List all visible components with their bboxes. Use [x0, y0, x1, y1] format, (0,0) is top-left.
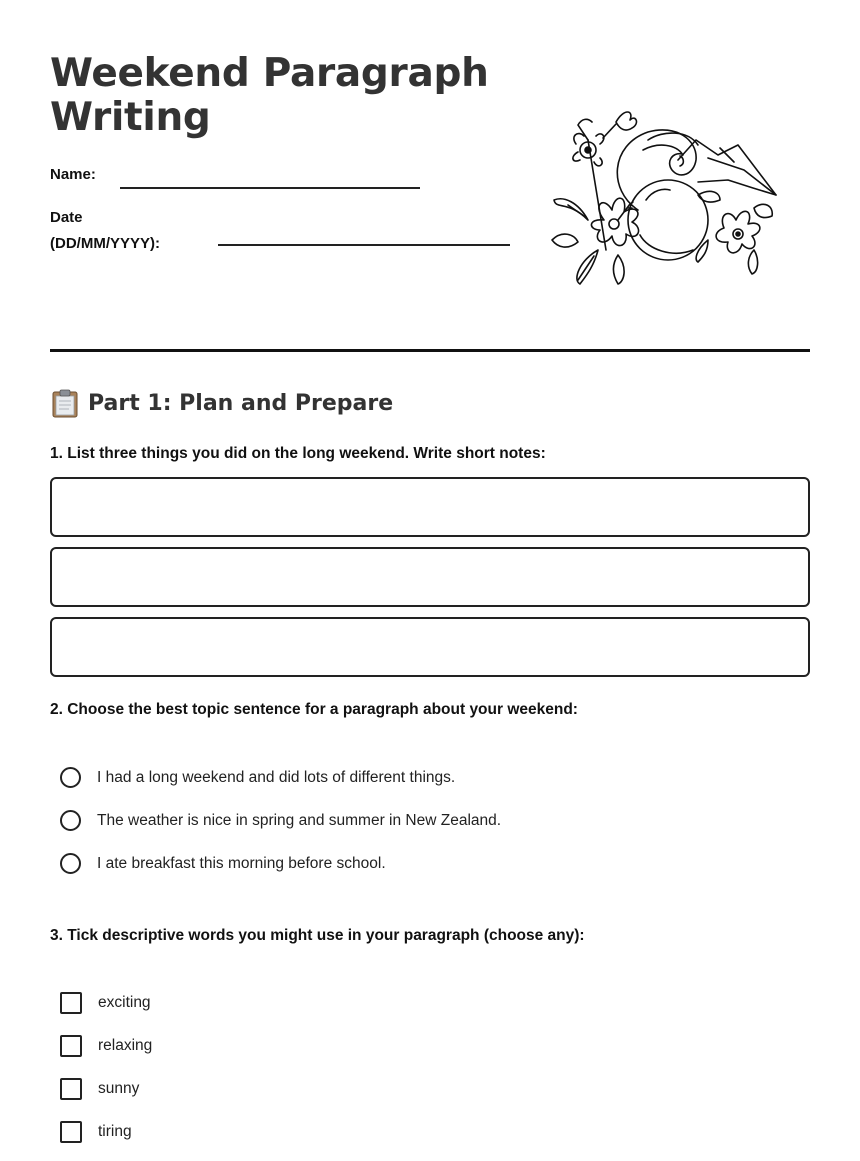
question-2-prompt: 2. Choose the best topic sentence for a paragraph about your weekend: [50, 701, 578, 718]
clipboard-icon [50, 388, 80, 418]
word-option-sunny[interactable] [60, 1078, 139, 1100]
word-option-relaxing[interactable] [60, 1035, 152, 1057]
name-label: Name: [50, 166, 96, 183]
checkbox[interactable] [60, 1035, 82, 1057]
checkbox[interactable] [60, 992, 82, 1014]
option-label: sunny [98, 1080, 140, 1097]
date-line[interactable] [218, 244, 510, 246]
koru-hibiscus-illustration [548, 100, 780, 286]
word-option-exciting[interactable] [60, 992, 151, 1014]
section-divider [50, 349, 810, 352]
checkbox[interactable] [60, 1121, 82, 1143]
option-label: tiring [98, 1123, 132, 1140]
answer-box-1[interactable] [50, 477, 810, 537]
option-label: The weather is nice in spring and summer in New Zealand. [97, 811, 502, 829]
question-1-prompt: 1. List three things you did on the long weekend. Write short notes: [50, 445, 546, 462]
topic-option-3[interactable] [60, 853, 386, 874]
part1-heading [50, 388, 393, 418]
part1-title: Part 1: Plan and Prepare [88, 390, 394, 416]
option-label: I had a long weekend and did lots of different things. [97, 768, 456, 786]
question-3-prompt: 3. Tick descriptive words you might use in your paragraph (choose any): [50, 927, 585, 944]
option-label: relaxing [98, 1037, 153, 1054]
radio-button[interactable] [60, 853, 81, 874]
radio-button[interactable] [60, 767, 81, 788]
checkbox[interactable] [60, 1078, 82, 1100]
option-label: I ate breakfast this morning before school. [97, 854, 386, 872]
answer-box-3[interactable] [50, 617, 810, 677]
topic-option-2[interactable] [60, 810, 501, 831]
option-label: exciting [98, 994, 151, 1011]
worksheet-title: Weekend Paragraph Writing [50, 51, 489, 140]
word-option-tiring[interactable] [60, 1121, 132, 1143]
name-line[interactable] [120, 187, 420, 189]
date-label-line1: Date [50, 209, 83, 226]
date-label-line2: (DD/MM/YYYY): [50, 235, 160, 252]
radio-button[interactable] [60, 810, 81, 831]
topic-option-1[interactable] [60, 767, 455, 788]
answer-box-2[interactable] [50, 547, 810, 607]
